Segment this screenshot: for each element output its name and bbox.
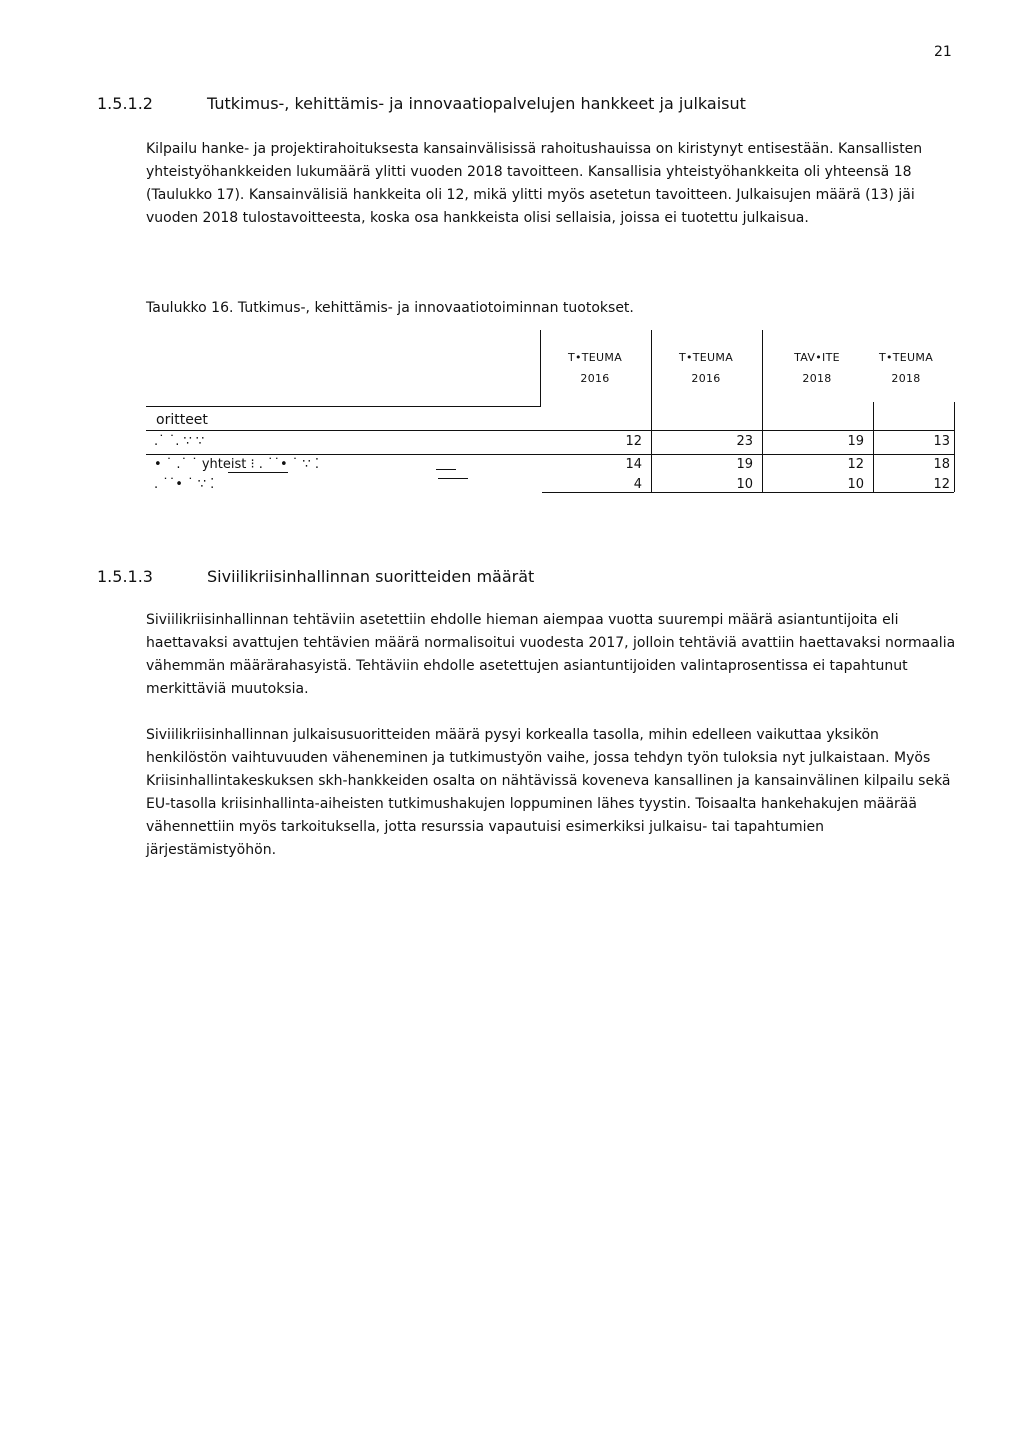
outputs-table [146,330,956,510]
section-title: Siviilikriisinhallinnan suoritteiden määrät [207,567,535,586]
section-number: 1.5.1.2 [97,94,153,113]
table-row-3-label: . ˙˙• ˙ ∵ ⁚ [154,477,215,492]
col-head-1: T•TEUMA 2016 [567,351,623,385]
section-heading-1512 [97,94,746,113]
col-head-4: T•TEUMA 2018 [878,351,934,385]
table-cell: 14 [625,457,642,472]
table-caption: Taulukko 16. Tutkimus-, kehittämis- ja innovaatiotoiminnan tuotokset. [146,300,634,316]
paragraph-projects: Kilpailu hanke- ja projektirahoituksesta kansainvälisissä rahoitushauissa on kiristynyt entisestään. Kansallisten yhteistyöhankkeiden lukumäärä ylitti vuoden 2018 tavoitteen. Kansallisia yhteistyöhankkeita oli yhteensä 18 (Taulukko 17). Kansainvälisiä hankkeita oli 12, mikä ylitti myös asetetun tavoitteen. Julkaisujen määrä (13) jäi vuoden 2018 tulostavoitteesta, koska osa hankkeista olisi sellaisia, joissa ei tuotettu julkaisua. [146,141,923,226]
section-number: 1.5.1.3 [97,567,153,586]
table-cell: 10 [736,477,753,492]
table-row-2-label: • ˙ .˙ ˙ yhteist ⁝ . ˙˙• ˙ ∵ ⁚ [154,457,319,472]
section-title: Tutkimus-, kehittämis- ja innovaatiopalvelujen hankkeet ja julkaisut [207,94,746,113]
section-heading-1513 [97,567,534,586]
table-cell: 19 [847,434,864,449]
page-number: 21 [934,44,952,60]
table-cell: 19 [736,457,753,472]
table-cell: 12 [847,457,864,472]
table-group-label: oritteet [156,412,208,428]
table-cell: 23 [736,434,753,449]
table-cell: 12 [625,434,642,449]
table-cell: 18 [933,457,950,472]
col-head-2: T•TEUMA 2016 [678,351,734,385]
table-cell: 4 [633,477,642,492]
col-head-3: TAV•ITE 2018 [794,351,840,385]
table-cell: 12 [933,477,950,492]
table-cell: 10 [847,477,864,492]
paragraph-publications: Siviilikriisinhallinnan julkaisusuoritteiden määrä pysyi korkealla tasolla, mihin edelleen vaikuttaa yksikön henkilöstön vaihtuvuuden väheneminen ja tutkimustyön vaihe, jossa tehdyn työn tuloksia nyt julkaistaan. Myös Kriisinhallintakeskuksen skh-hankkeiden osalta on nähtävissä koveneva kansallinen ja kansainvälinen kilpailu sekä EU-tasolla kriisinhallinta-aiheisten tutkimushakujen loppuminen lähes tyystin. Toisaalta hankehakujen määrää vähennettiin myös tarkoituksella, jotta resurssia vapautuisi esimerkiksi julkaisu- tai tapahtumien järjestämistyöhön. [146,727,951,858]
paragraph-expert-nominations: Siviilikriisinhallinnan tehtäviin asetettiin ehdolle hieman aiempaa vuotta suurempi määrä asiantuntijoita eli haettavaksi avattujen tehtävien määrä normalisoitui vuodesta 2017, jolloin tehtäviä avattiin haettavaksi normaalia vähemmän määrärahasyistä. Tehtäviin ehdolle asetettujen asiantuntijoiden valintaprosentissa ei tapahtunut merkittäviä muutoksia. [146,612,956,697]
table-cell: 13 [933,434,950,449]
table-row-1-label: .˙ ˙. ∵ ∵ [154,434,205,449]
